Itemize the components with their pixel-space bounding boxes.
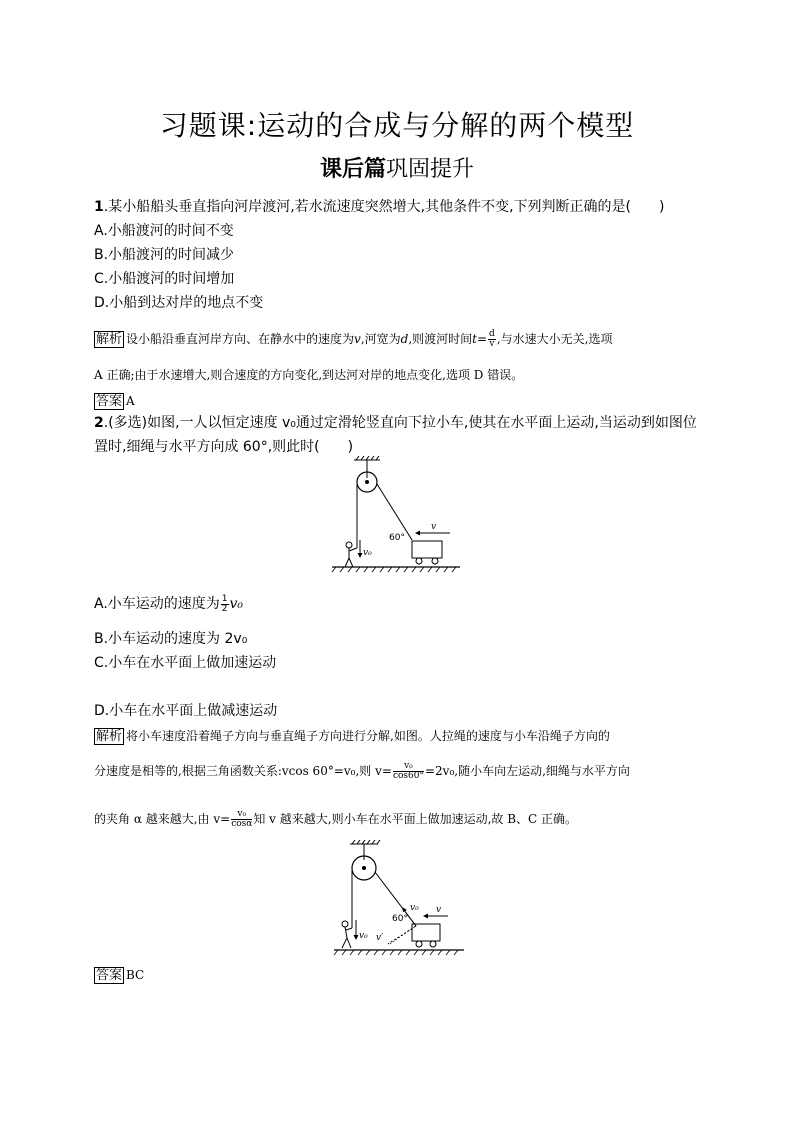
answer-label: 答案: [96, 394, 123, 409]
q2-option-d: D.小车在水平面上做减速运动: [94, 703, 278, 719]
question-2-stem-line-2: 置时,细绳与水平方向成 60°,则此时( ): [94, 439, 354, 455]
svg-text:60°: 60°: [389, 533, 405, 543]
question-1-stem: 1.某小船船头垂直指向河岸渡河,若水流速度突然增大,其他条件不变,下列判断正确的是( ): [94, 199, 665, 215]
section-title: 课后篇巩固提升: [319, 157, 475, 182]
q2-answer: 答案 BC: [96, 968, 145, 983]
cart: [412, 924, 440, 941]
figure-2-velocity-decomposition: [330, 840, 468, 960]
page-title: 习题课:运动的合成与分解的两个模型: [159, 109, 635, 142]
svg-text:v₀: v₀: [359, 931, 368, 941]
person-icon: [342, 921, 352, 948]
ceiling-hatch: [354, 456, 380, 478]
rope-slanted: [377, 484, 412, 540]
q2-option-a: A.小车运动的速度为 $\frac{1}{2}$ v₀: [94, 593, 244, 614]
q1-option-d: D.小船到达对岸的地点不变: [94, 295, 264, 311]
question-2-stem-line-1: 2.(多选)如图,一人以恒定速度 v₀通过定滑轮竖直向下拉小车,使其在水平面上运动,当运动到如图位: [94, 415, 697, 431]
person-icon: [345, 542, 357, 567]
figure-1-pulley-cart: [328, 456, 464, 576]
fraction-v0-over-cosalpha: $\frac{\text{v₀}}{\cos\alpha}$: [231, 809, 253, 829]
fraction-d-over-v: $\frac{d}{v}$: [489, 329, 495, 349]
fraction-one-half: $\frac{1}{2}$: [221, 593, 228, 614]
cart: [412, 541, 442, 558]
q2-analysis-line-2: 分速度是相等的,根据三角函数关系:vcos 60°=v₀,则 v= $\frac{\text{v₀}}{\cos 60^\circ}$ =2v₀,随小车向左运动,细绳与水平方向: [94, 761, 630, 781]
q2-analysis-line-1: 解析 将小车速度沿着绳子方向与垂直绳子方向进行分解,如图。人拉绳的速度与小车沿绳子方向的: [96, 729, 610, 744]
svg-text:v₀: v₀: [410, 903, 419, 913]
svg-text:v: v: [436, 905, 442, 915]
q1-analysis-line-2: A 正确;由于水速增大,则合速度的方向变化,到达河对岸的地点变化,选项 D 错误。: [94, 368, 524, 382]
analysis-label: 解析: [96, 729, 123, 744]
answer-label: 答案: [96, 968, 123, 983]
q2-option-b: B.小车运动的速度为 2v₀: [94, 631, 248, 647]
q1-option-b: B.小船渡河的时间减少: [94, 247, 235, 263]
q2-analysis-line-3: 的夹角 α 越来越大,由 v= $\frac{\text{v₀}}{\cos\alpha}$ 知 v 越来越大,则小车在水平面上做加速运动,故 B、C 正确。: [94, 809, 578, 829]
svg-text:60°: 60°: [392, 914, 408, 924]
q2-option-c: C.小车在水平面上做加速运动: [94, 655, 277, 671]
q1-analysis-line-1: 解析 设小船沿垂直河岸方向、在静水中的速度为v,河宽为d,则渡河时间t= $\frac{d}{v}$ ,与水速大小无关,选项: [96, 329, 613, 349]
svg-text:v₀: v₀: [363, 548, 372, 558]
q1-answer: 答案 A: [96, 394, 135, 409]
analysis-label: 解析: [96, 332, 123, 347]
fraction-v0-over-cos60: $\frac{\text{v₀}}{\cos 60^\circ}$: [392, 761, 424, 781]
q1-option-a: A.小船渡河的时间不变: [94, 223, 234, 239]
q1-option-c: C.小船渡河的时间增加: [94, 271, 235, 287]
svg-text:v: v: [431, 522, 437, 532]
svg-text:v′: v′: [376, 933, 384, 943]
